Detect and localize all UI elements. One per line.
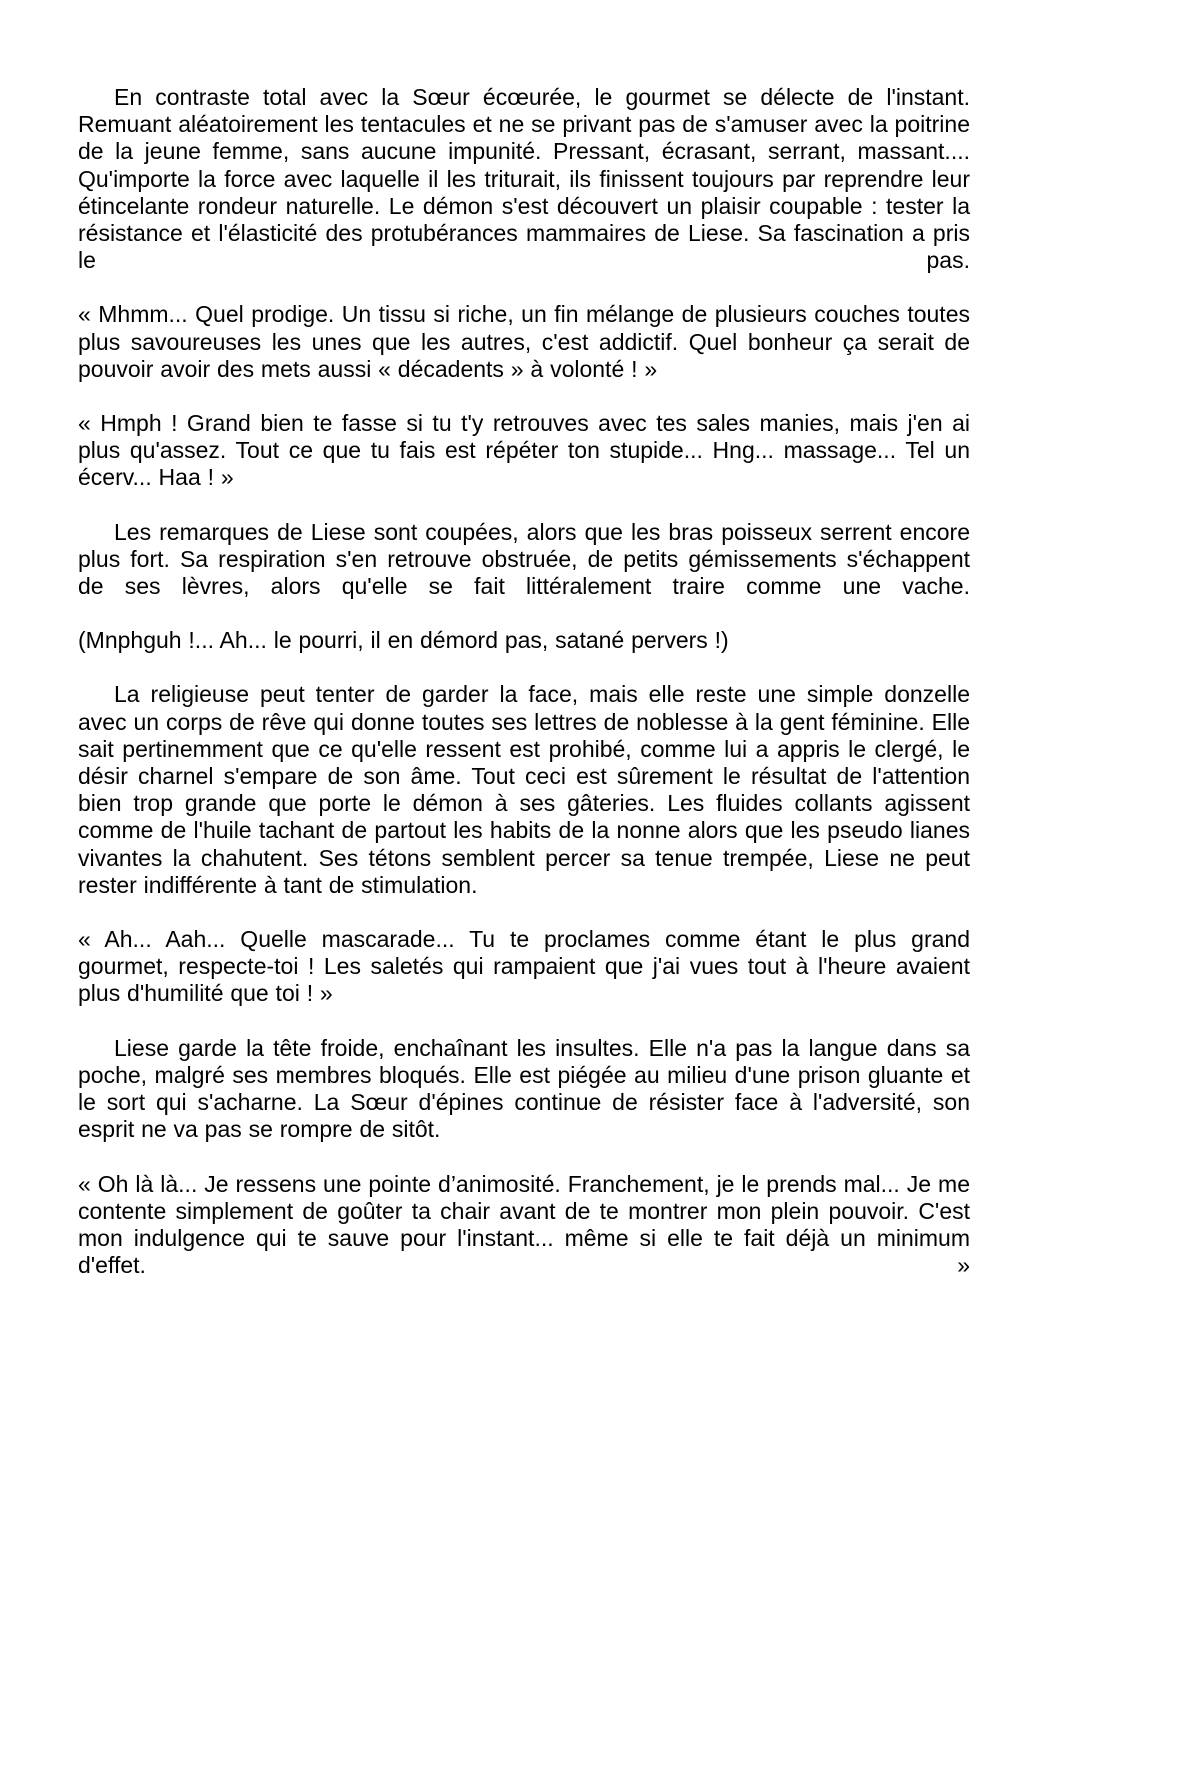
text-block [78, 84, 970, 1306]
paragraph-dialogue-gourmet-2: « Oh là là... Je ressens une pointe d’animosité. Franchement, je le prends mal... Je me contente simplement de goûter ta chair avant de te montrer mon plein pouvoir. C'est mon indulgence qui te sauve pour l'instant... même si elle te fait déjà un minimum d'effet. » [78, 1170, 970, 1279]
paragraph-dialogue-liese-2: « Ah... Aah... Quelle mascarade... Tu te proclames comme étant le plus grand gourmet, respecte-toi ! Les saletés qui rampaient que j'ai vues tout à l'heure avaient plus d'humilité que toi ! » [78, 926, 970, 1007]
paragraph-narration-2: Les remarques de Liese sont coupées, alors que les bras poisseux serrent encore plus fort. Sa respiration s'en retrouve obstruée, de petits gémissements s'échappent de ses lèvres, alors qu'elle se fait littéralement traire comme une vache. [78, 518, 970, 600]
paragraph-narration-4: Liese garde la tête froide, enchaînant les insultes. Elle n'a pas la langue dans sa poche, malgré ses membres bloqués. Elle est piégée au milieu d'une prison gluante et le sort qui s'acharne. La Sœur d'épines continue de résister face à l'adversité, son esprit ne va pas se rompre de sitôt. [78, 1034, 970, 1143]
paragraph-narration-1: En contraste total avec la Sœur écœurée, le gourmet se délecte de l'instant. Remuant aléatoirement les tentacules et ne se privant pas de s'amuser avec la poitrine de la jeune femme, sans aucune impunité. Pressant, écrasant, serrant, massant.... Qu'importe la force avec laquelle il les triturait, ils finissent toujours par reprendre leur étincelante rondeur naturelle. Le démon s'est découvert un plaisir coupable : tester la résistance et l'élasticité des protubérances mammaires de Liese. Sa fascination a pris le pas. [78, 84, 970, 274]
paragraph-narration-3: La religieuse peut tenter de garder la face, mais elle reste une simple donzelle avec un corps de rêve qui donne toutes ses lettres de noblesse à la gent féminine. Elle sait pertinemment que ce qu'elle ressent est prohibé, comme lui a appris le clergé, le désir charnel s'empare de son âme. Tout ceci est sûrement le résultat de l'attention bien trop grande que porte le démon à ses gâteries. Les fluides collants agissent comme de l'huile tachant de partout les habits de la nonne alors que les pseudo lianes vivantes la chahutent. Ses tétons semblent percer sa tenue trempée, Liese ne peut rester indifférente à tant de stimulation. [78, 681, 970, 898]
paragraph-dialogue-liese-1: « Hmph ! Grand bien te fasse si tu t'y retrouves avec tes sales manies, mais j'en ai plus qu'assez. Tout ce que tu fais est répéter ton stupide... Hng... massage... Tel un écerv... Haa ! » [78, 410, 970, 491]
paragraph-dialogue-gourmet-1: « Mhmm... Quel prodige. Un tissu si riche, un fin mélange de plusieurs couches toutes plus savoureuses les unes que les autres, c'est addictif. Quel bonheur ça serait de pouvoir avoir des mets aussi « décadents » à volonté ! » [78, 301, 970, 382]
paragraph-thought-liese: (Mnphguh !... Ah... le pourri, il en démord pas, satané pervers !) [78, 627, 729, 654]
